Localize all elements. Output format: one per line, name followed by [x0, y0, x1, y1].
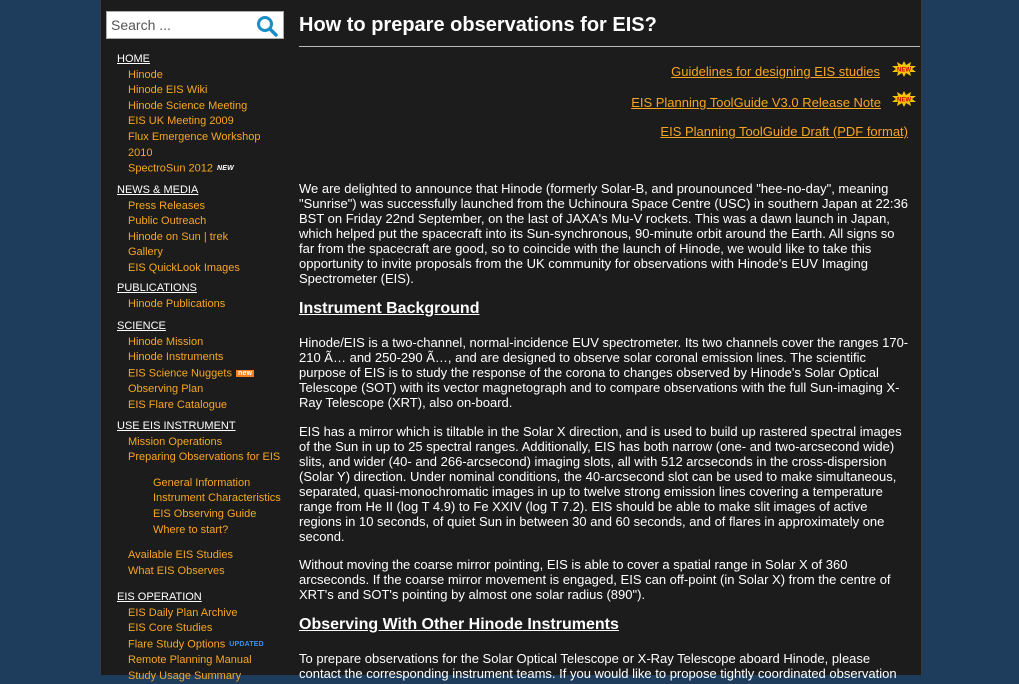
nav-item-observing-plan[interactable]: Observing Plan	[128, 383, 204, 396]
nav-item-science-nuggets-label: EIS Science Nuggets	[128, 367, 232, 380]
nav-heading-eis-operation[interactable]: EIS OPERATION	[117, 591, 202, 603]
nav-item-core-studies[interactable]: EIS Core Studies	[128, 622, 213, 635]
nav-section-home	[117, 52, 260, 177]
nav-section-use-eis	[117, 419, 281, 579]
page-container	[100, 0, 922, 682]
new-burst-icon	[891, 61, 917, 77]
nav-item-quicklook[interactable]: EIS QuickLook Images	[128, 261, 240, 274]
search-input[interactable]	[111, 15, 251, 35]
new-burst-icon	[891, 91, 917, 107]
nav-item-press-releases[interactable]: Press Releases	[128, 199, 206, 212]
nav-item-available-studies[interactable]: Available EIS Studies	[128, 549, 233, 562]
new-burst-label: NEW	[897, 97, 911, 104]
nav-item-flare-study-options-label: Flare Study Options	[128, 638, 226, 651]
title-divider	[299, 46, 920, 47]
nav-item-science-nuggets[interactable]	[117, 366, 254, 382]
nav-item-flux-workshop-label: Flux Emergence Workshop	[128, 130, 261, 143]
new-badge: new	[237, 369, 253, 377]
nav-item-daily-plan-archive[interactable]: EIS Daily Plan Archive	[128, 606, 238, 619]
search-icon[interactable]	[255, 14, 279, 38]
new-badge: NEW	[217, 165, 234, 173]
heading-instrument-background: Instrument Background	[299, 300, 480, 317]
nav-section-news	[117, 183, 240, 277]
nav-section-publications	[117, 281, 225, 312]
nav-item-flux-workshop-year: 2010	[128, 146, 153, 159]
link-planning-toolguide-release-note[interactable]: EIS Planning ToolGuide V3.0 Release Note	[631, 95, 881, 110]
nav-item-hinode-publications[interactable]: Hinode Publications	[128, 297, 226, 310]
nav-subitem-where-to-start[interactable]: Where to start?	[153, 523, 229, 536]
nav-subitem-observing-guide[interactable]: EIS Observing Guide	[153, 507, 257, 520]
nav-item-flare-study-options[interactable]	[117, 637, 264, 653]
link-guidelines[interactable]: Guidelines for designing EIS studies	[671, 64, 880, 79]
nav-section-eis-operation	[117, 590, 264, 684]
nav-heading-publications[interactable]: PUBLICATIONS	[117, 282, 197, 294]
nav-item-flux-workshop[interactable]	[117, 130, 260, 161]
nav-item-uk-meeting[interactable]: EIS UK Meeting 2009	[128, 115, 234, 128]
nav-item-hinode-instruments[interactable]: Hinode Instruments	[128, 351, 224, 364]
search-box	[106, 11, 284, 39]
nav-subitem-general-info[interactable]: General Information	[153, 476, 251, 489]
intro-paragraph: We are delighted to announce that Hinode (formerly Solar-B, and prounounced "hee-no-day", meaning "Sunrise") was successfully launched from the Uchinoura Space Centre (USC) in southern Japan at 22:36 BST on Friday 22nd September, on the last of JAXA's Mu-V rockets. This was a dawn launch in Japan, which helped put the spacecraft into its Sun-synchronous, 90-minute orbit around the Earth. All signs so far from the spacecraft are good, so to coincide with the launch of Hinode, we would like to take this opportunity to invite proposals from the UK community for observations with Hinode's EUV Imaging Spectrometer (EIS).	[299, 181, 908, 286]
paragraph-instrument-background: Hinode/EIS is a two-channel, normal-incidence EUV spectrometer. Its two channels cover the ranges 170-210 Ã… and 250-290 Ã…, and are designed to observe solar coronal emission lines. The scientific purpose of EIS is to study the response of the corona to changes observed by Hinode's Solar Optical Telescope (SOT) with its vector magnetograph and to compare observations with the full Sun-imaging X-Ray Telescope (XRT), also on-board.	[299, 335, 909, 410]
nav-heading-use-eis[interactable]: USE EIS INSTRUMENT	[117, 420, 236, 432]
nav-item-preparing-observations[interactable]: Preparing Observations for EIS	[128, 451, 281, 464]
sidebar	[101, 0, 291, 682]
nav-item-mission-operations[interactable]: Mission Operations	[128, 435, 223, 448]
link-planning-toolguide-pdf[interactable]: EIS Planning ToolGuide Draft (PDF format)	[660, 124, 908, 139]
new-burst-label: NEW	[897, 67, 911, 74]
nav-item-flare-catalogue[interactable]: EIS Flare Catalogue	[128, 398, 228, 411]
nav-section-science	[117, 319, 254, 413]
paragraph-coarse-mirror: Without moving the coarse mirror pointing, EIS is able to cover a spatial range in Solar X of 360 arcseconds. If the coarse mirror movement is engaged, EIS can off-point (in Solar X) from the centre of XRT's and SOT's pointing by almost one solar radius (890").	[299, 557, 891, 602]
nav-item-science-meeting[interactable]: Hinode Science Meeting	[128, 99, 248, 112]
heading-observing-with-other: Observing With Other Hinode Instruments	[299, 616, 619, 633]
nav-item-hinode-mission[interactable]: Hinode Mission	[128, 335, 204, 348]
main-content	[299, 0, 920, 681]
nav-item-gallery[interactable]: Gallery	[128, 246, 163, 259]
nav-item-study-usage-summary[interactable]: Study Usage Summary	[128, 669, 242, 682]
nav-item-what-eis-observes[interactable]: What EIS Observes	[128, 564, 225, 577]
nav-item-hinode[interactable]: Hinode	[128, 68, 163, 81]
nav-item-spectrosun[interactable]	[117, 161, 260, 177]
updated-badge: UPDATED	[229, 640, 264, 648]
paragraph-eis-mirror: EIS has a mirror which is tiltable in the Solar X direction, and is used to build up rastered spectral images of the Sun in up to 25 spectral ranges. Additionally, EIS has both narrow (one- and two-arcsecond wide) slits, and wider (40- and 266-arcsecond) imaging slots, all with 512 arcseconds in the cross-dispersion (Solar Y) direction. Under nominal conditions, the 40-arcsecond slot can be used to make simultaneous, separated, quasi-monochromatic images in up to twelve strong emission lines covering a temperature range from He II (log T 4.9) to Fe XXIV (log T 7.2). EIS should be able to make slit images of active regions in 10 seconds, of quiet Sun in between 30 and 60 seconds, and of flares in approximately one second.	[299, 424, 902, 544]
nav-item-public-outreach[interactable]: Public Outreach	[128, 215, 207, 228]
nav-item-spectrosun-label: SpectroSun 2012	[128, 162, 214, 175]
nav-heading-news[interactable]: NEWS & MEDIA	[117, 184, 199, 196]
nav-item-remote-planning-manual[interactable]: Remote Planning Manual	[128, 654, 252, 667]
nav-heading-science[interactable]: SCIENCE	[117, 320, 166, 332]
nav-subitem-instrument-characteristics[interactable]: Instrument Characteristics	[153, 492, 281, 505]
nav-item-eis-wiki[interactable]: Hinode EIS Wiki	[128, 84, 208, 97]
nav-item-hinode-sun-trek[interactable]: Hinode on Sun | trek	[128, 230, 229, 243]
page-title: How to prepare observations for EIS?	[299, 14, 657, 36]
paragraph-other-instruments: To prepare observations for the Solar Optical Telescope or X-Ray Telescope aboard Hinode, please contact the corresponding instrument teams. If you would like to propose tightly coordinated observation	[299, 651, 897, 681]
nav-heading-home[interactable]: HOME	[117, 53, 150, 65]
